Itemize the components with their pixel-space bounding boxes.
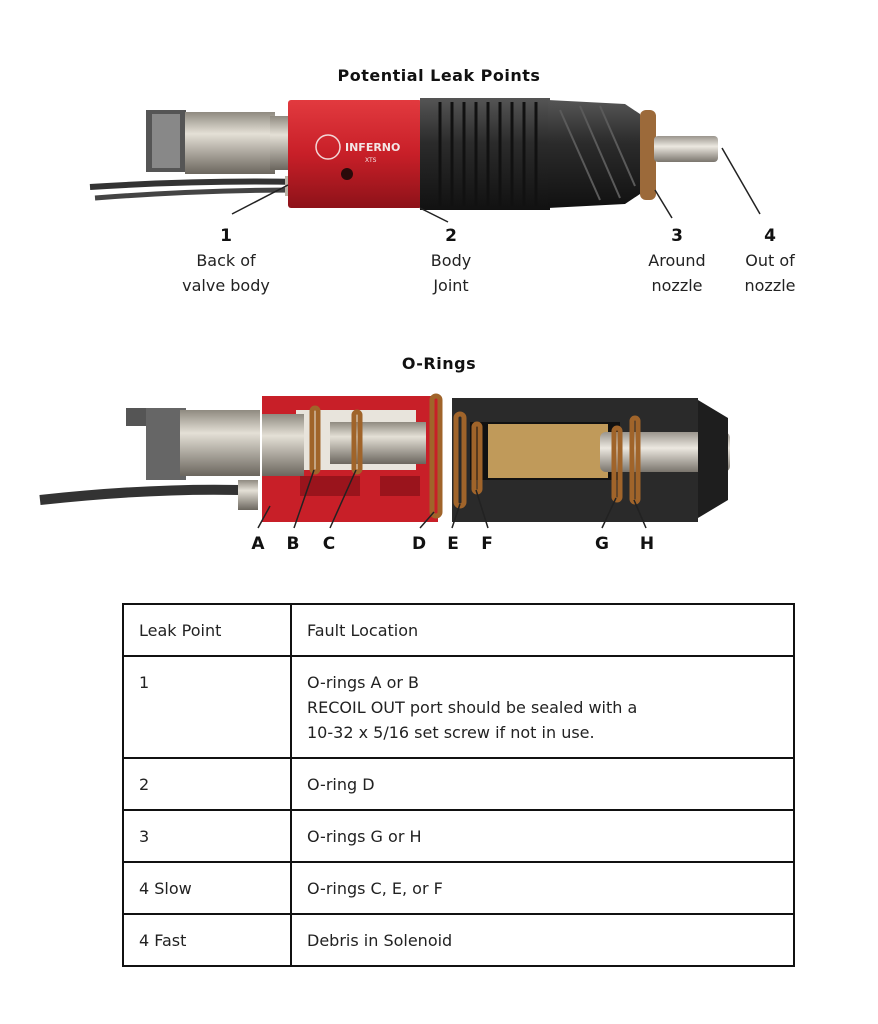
leak-point-cell: 4 Fast [123, 914, 291, 966]
callout-4-line1: Out of [745, 251, 795, 270]
callout-2-line1: Body [430, 251, 472, 270]
leak-point-cell: 1 [123, 656, 291, 758]
leak-point-cell: 2 [123, 758, 291, 810]
callout-1-number: 1 [220, 226, 232, 246]
callout-3-line1: Around [648, 251, 706, 270]
leak-points-title: Potential Leak Points [337, 66, 541, 85]
table-row [123, 914, 794, 966]
table-row [123, 862, 794, 914]
oring-label-f: F [481, 534, 493, 554]
solenoid-cutaway-illustration [0, 388, 878, 548]
fault-table [122, 603, 795, 967]
callout-4-number: 4 [764, 226, 776, 246]
callout-2-line2: Joint [433, 276, 469, 295]
callout-4-line2: nozzle [744, 276, 796, 295]
oring-label-h: H [639, 534, 655, 554]
table-header-row [123, 604, 794, 656]
oring-label-g: G [595, 534, 609, 554]
fault-line: 10-32 x 5/16 set screw if not in use. [307, 723, 595, 742]
oring-label-a: A [251, 534, 265, 554]
leak-point-cell: 4 Slow [123, 862, 291, 914]
fault-location-cell: O-rings G or H [291, 810, 794, 862]
fault-location-cell [291, 656, 794, 758]
oring-label-c: C [322, 534, 336, 554]
table-row [123, 758, 794, 810]
callout-1-line2: valve body [182, 276, 270, 295]
callout-1-line1: Back of [196, 251, 256, 270]
table-row [123, 810, 794, 862]
xts-logo-text: XTS [365, 157, 377, 164]
inferno-logo-text: INFERNO [345, 141, 401, 154]
leak-point-cell: 3 [123, 810, 291, 862]
fault-location-cell: Debris in Solenoid [291, 914, 794, 966]
fault-location-cell: O-ring D [291, 758, 794, 810]
fault-line: RECOIL OUT port should be sealed with a [307, 698, 638, 717]
oring-label-e: E [447, 534, 459, 554]
callout-4-label [700, 248, 840, 298]
oring-label-d: D [411, 534, 427, 554]
callout-1-label [156, 248, 296, 298]
fault-location-cell: O-rings C, E, or F [291, 862, 794, 914]
header-fault-location: Fault Location [291, 604, 794, 656]
table-row [123, 656, 794, 758]
callout-2-label [381, 248, 521, 298]
callout-3-number: 3 [671, 226, 683, 246]
fault-line: O-rings A or B [307, 673, 420, 692]
oring-label-b: B [286, 534, 300, 554]
callout-2-number: 2 [445, 226, 457, 246]
header-leak-point: Leak Point [123, 604, 291, 656]
o-rings-title: O-Rings [401, 354, 477, 373]
callout-3-line2: nozzle [651, 276, 703, 295]
